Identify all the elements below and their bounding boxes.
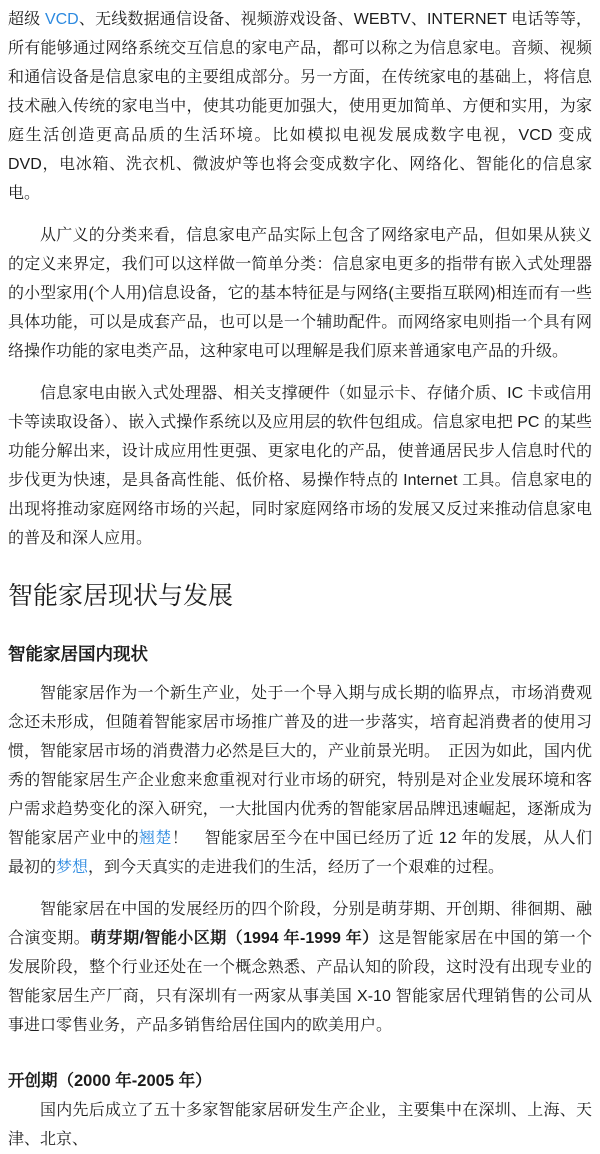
paragraph-development-stages [8, 895, 592, 1040]
paragraph-text: 、无线数据通信设备、视频游戏设备、WEBTV、INTERNET 电话等等，所有能够通过网络系统交互信息的家电产品，都可以称之为信息家电。音频、视频和通信设备是信息家电的主要组成部分。另一方面，在传统家电的基础上，将信息技术融入传统的家电当中，使其功能更加强大，使用更加简单、方便和实用，为家庭生活创造更高品质的生活环境。比如模拟电视发展成数字电视，VCD 变成 DVD，电冰箱、洗衣机、微波炉等也将会变成数字化、网络化、智能化的信息家电。 [8, 11, 592, 202]
paragraph-pioneering-period: 国内先后成立了五十多家智能家居研发生产企业，主要集中在深圳、上海、天津、北京、 [8, 1102, 592, 1148]
link-vcd[interactable]: VCD [44, 11, 79, 28]
section-heading-smart-home-status: 智能家居现状与发展 [8, 582, 234, 610]
paragraph-text: 这是智能家居在中国的第一个发展阶段，整个行业还处在一个概念熟悉、产品认知的阶段，这时没有出现专业的智能家居生产厂商，只有深圳有一两家从事美国 X-10 智能家居代理销售的公司从事进口零售业务，产品多销售给居住国内的欧美用户。 [8, 930, 592, 1034]
paragraph-info-appliance-intro [8, 5, 592, 208]
subsection-heading-domestic-status: 智能家居国内现状 [8, 644, 148, 664]
paragraph-text: 超级 [8, 11, 45, 28]
paragraph-text: 智能家居在中国的发展经历的四个阶段，分别是萌芽期、开创期、徘徊期、融合演变期。 [8, 901, 592, 947]
link-qiaochu[interactable]: 翘楚 [139, 830, 172, 847]
paragraph-text: ！ 智能家居至今在中国已经历了近 12 年的发展，从人们最初的 [8, 830, 592, 876]
paragraph-text: 智能家居作为一个新生产业，处于一个导入期与成长期的临界点，市场消费观念还未形成，但随着智能家居市场推广普及的进一步落实，培育起消费者的使用习惯，智能家居市场的消费潜力必然是巨大的，产业前景光明。 正因为如此，国内优秀的智能家居生产企业愈来愈重视对行业市场的研究，特别是对企业发展环境和客户需求趋势变化的深入研究，一大批国内优秀的智能家居品牌迅速崛起，逐渐成为智能家居产业中的 [8, 685, 593, 847]
paragraph-text: ，到今天真实的走进我们的生活，经历了一个艰难的过程。 [88, 859, 505, 876]
phase-heading-pioneering-period: 开创期（2000 年-2005 年） [8, 1072, 212, 1090]
link-mengxiang[interactable]: 梦想 [56, 859, 89, 876]
paragraph-industry-status [8, 679, 592, 882]
bold-germination-period: 萌芽期/智能小区期（1994 年-1999 年） [90, 930, 379, 947]
paragraph-broad-narrow-classification: 从广义的分类来看，信息家电产品实际上包含了网络家电产品，但如果从狭义的定义来界定，我们可以这样做一简单分类：信息家电更多的指带有嵌入式处理器的小型家用(个人用)信息设备，它的基本特征是与网络(主要指互联网)相连而有一些具体功能，可以是成套产品，也可以是一个辅助配件。而网络家电则指一个具有网络操作功能的家电类产品，这种家电可以理解是我们原来普通家电产品的升级。 [8, 227, 592, 360]
paragraph-info-appliance-composition: 信息家电由嵌入式处理器、相关支撑硬件（如显示卡、存储介质、IC 卡或信用卡等读取设备）、嵌入式操作系统以及应用层的软件包组成。信息家电把 PC 的某些功能分解出来，设计成应用性更强、更家电化的产品，使普通居民步人信息时代的步伐更为快速，是具备高性能、低价格、易操作特点的 Internet 工具。信息家电的出现将推动家庭网络市场的兴起，同时家庭网络市场的发展又反过来推动信息家电的普及和深人应用。 [8, 385, 592, 547]
